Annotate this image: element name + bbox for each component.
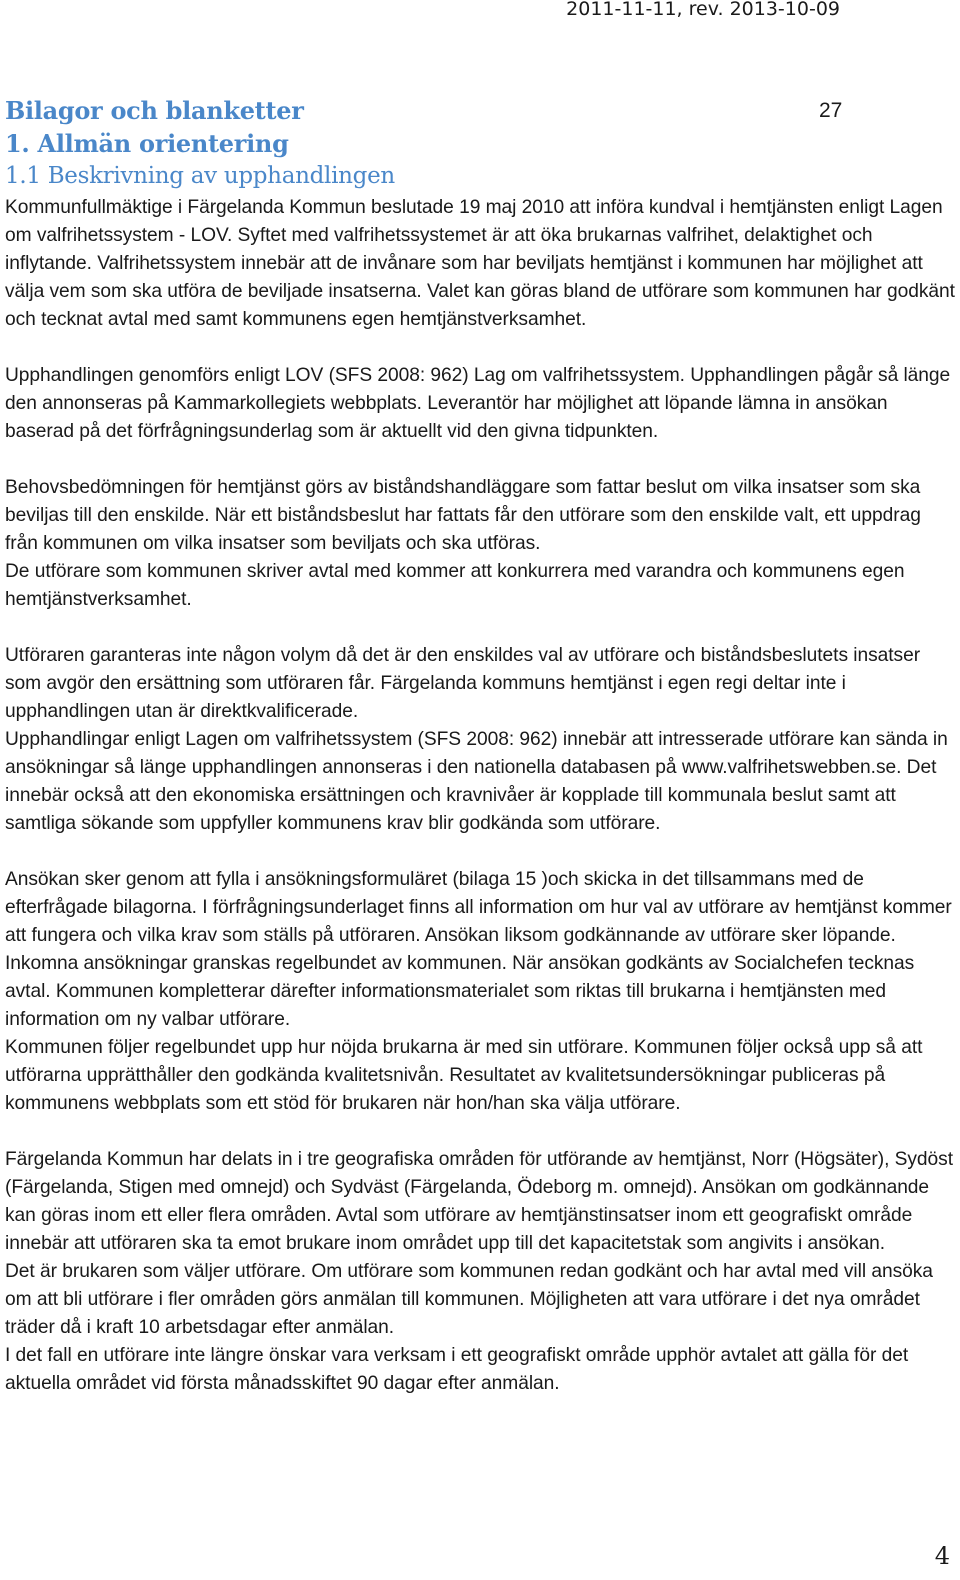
header-date: 2011-11-11, rev. 2013-10-09 — [566, 0, 840, 20]
section-heading: Bilagor och blanketter — [5, 96, 304, 125]
body-text — [5, 194, 955, 1398]
paragraph: Utföraren garanteras inte någon volym då det är den enskildes val av utförare och biståndsbeslutets insatser som avgör den ersättning som utföraren får. Färgelanda kommuns hemtjänst i egen regi deltar inte i upphandlingen utan är direktkvalificerade. — [5, 645, 921, 722]
section-page-reference: 27 — [819, 99, 843, 122]
page-number: 4 — [934, 1542, 950, 1570]
paragraph: Kommunen följer regelbundet upp hur nöjda brukarna är med sin utförare. Kommunen följer också upp så att utförarna upprätthåller den godkända kvalitetsnivån. Resultatet av kvalitetsundersökningar publiceras på kommunens webbplats som ett stöd för brukaren när hon/han ska välja utförare. — [5, 1037, 923, 1114]
paragraph: Upphandlingen genomförs enligt LOV (SFS 2008: 962) Lag om valfrihetssystem. Upphandlingen pågår så länge den annonseras på Kammarkollegiets webbplats. Leverantör har möjlighet att löpande lämna in ansökan baserad på det förfrågningsunderlag som är aktuellt vid den givna tidpunkten. — [5, 365, 951, 442]
paragraph: Det är brukaren som väljer utförare. Om utförare som kommunen redan godkänt och har avtal med vill ansöka om att bli utförare i fler områden görs anmälan till kommunen. Möjligheten att vara utförare i det nya området träder då i kraft 10 arbetsdagar efter anmälan. — [5, 1261, 933, 1338]
paragraph: Behovsbedömningen för hemtjänst görs av biståndshandläggare som fattar beslut om vilka insatser som ska beviljas till den enskilde. När ett biståndsbeslut har fattats får den utförare som den enskilde valt, ett uppdrag från kommunen om vilka insatser som beviljats och ska utföras. — [5, 477, 921, 554]
paragraph: Färgelanda Kommun har delats in i tre geografiska områden för utförande av hemtjänst, Norr (Högsäter), Sydöst (Färgelanda, Stigen med omnejd) och Sydväst (Färgelanda, Ödeborg m. omnejd). Ansökan om godkännande kan göras inom ett eller flera områden. Avtal som utförare av hemtjänstinsatser inom ett geografiskt område innebär att utföraren ska ta emot brukare inom området upp till det kapacitetstak som angivits i ansökan. — [5, 1149, 953, 1254]
subchapter-heading: 1.1 Beskrivning av upphandlingen — [5, 163, 395, 189]
paragraph: I det fall en utförare inte längre önskar vara verksam i ett geografiskt område upphör avtalet att gälla för det aktuella området vid första månadsskiftet 90 dagar efter anmälan. — [5, 1345, 909, 1394]
paragraph: De utförare som kommunen skriver avtal med kommer att konkurrera med varandra och kommunens egen hemtjänstverksamhet. — [5, 561, 905, 610]
chapter-heading: 1. Allmän orientering — [5, 129, 289, 158]
paragraph: Upphandlingar enligt Lagen om valfrihetssystem (SFS 2008: 962) innebär att intresserade utförare kan sända in ansökningar så länge upphandlingen annonseras i den nationella databasen på www.valfrihetswebben.se. Det innebär också att den ekonomiska ersättningen och kravnivåer är kopplade till kommunala beslut samt att samtliga sökande som uppfyller kommunens krav blir godkända som utförare. — [5, 729, 948, 834]
paragraph: Kommunfullmäktige i Färgelanda Kommun beslutade 19 maj 2010 att införa kundval i hemtjänsten enligt Lagen om valfrihetssystem - LOV. Syftet med valfrihetssystemet är att öka brukarnas valfrihet, delaktighet och inflytande. Valfrihetssystem innebär att de invånare som har beviljats hemtjänst i kommunen har möjlighet att välja vem som ska utföra de beviljade insatserna. Valet kan göras bland de utförare som kommunen har godkänt och tecknat avtal med samt kommunens egen hemtjänstverksamhet. — [5, 197, 955, 330]
paragraph: Ansökan sker genom att fylla i ansökningsformuläret (bilaga 15 )och skicka in det tillsammans med de efterfrågade bilagorna. I förfrågningsunderlaget finns all information om hur val av utförare av hemtjänst kommer att fungera och vilka krav som ställs på utföraren. Ansökan liksom godkännande av utförare sker löpande. Inkomna ansökningar granskas regelbundet av kommunen. När ansökan godkänts av Socialchefen tecknas avtal. Kommunen kompletterar därefter informationsmaterialet som riktas till brukarna i hemtjänsten med information om ny valbar utförare. — [5, 869, 952, 1030]
